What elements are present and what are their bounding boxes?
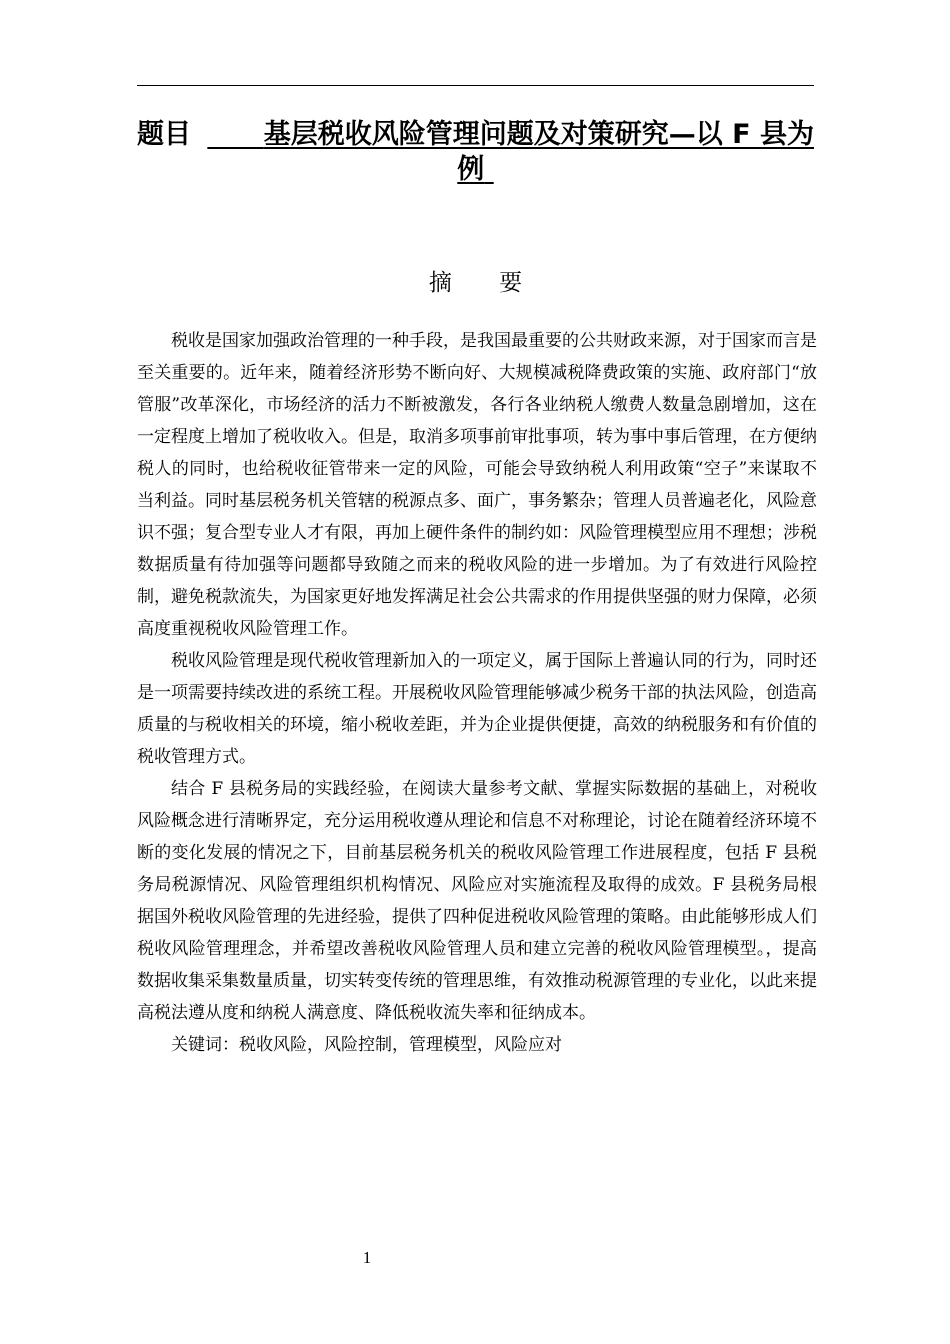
abstract-body bbox=[137, 325, 817, 1061]
top-rule bbox=[137, 85, 814, 86]
abstract-paragraph: 税收是国家加强政治管理的一种手段，是我国最重要的公共财政来源，对于国家而言是至关重要的。近年来，随着经济形势不断向好、大规模减税降费政策的实施、政府部门“放管服”改革深化，市场经济的活力不断被激发，各行各业纳税人缴费人数量急剧增加，这在一定程度上增加了税收收入。但是，取消多项事前审批事项，转为事中事后管理，在方便纳税人的同时，也给税收征管带来一定的风险，可能会导致纳税人利用政策“空子”来谋取不当利益。同时基层税务机关管辖的税源点多、面广，事务繁杂；管理人员普遍老化，风险意识不强；复合型专业人才有限，再加上硬件条件的制约如：风险管理模型应用不理想；涉税数据质量有待加强等问题都导致随之而来的税收风险的进一步增加。为了有效进行风险控制，避免税款流失，为国家更好地发挥满足社会公共需求的作用提供坚强的财力保障，必须高度重视税收风险管理工作。 bbox=[137, 331, 817, 639]
title-main-part1: 基层税收风险管理问题及对策研究—以 F 县为 bbox=[263, 119, 814, 150]
title-line-1 bbox=[137, 117, 814, 152]
abstract-paragraph: 税收风险管理是现代税收管理新加入的一项定义，属于国际上普遍认同的行为，同时还是一项需要持续改进的系统工程。开展税收风险管理能够减少税务干部的执法风险，创造高质量的与税收相关的环境，缩小税收差距，并为企业提供便捷，高效的纳税服务和有价值的税收管理方式。 bbox=[137, 651, 817, 767]
title-line-2 bbox=[137, 152, 814, 187]
keywords-text: 税收风险，风险控制，管理模型，风险应对 bbox=[239, 1035, 562, 1055]
page-number: 1 bbox=[362, 1248, 372, 1267]
keywords-label: 关键词： bbox=[171, 1035, 239, 1055]
title-main-part2: 例 bbox=[457, 154, 485, 185]
keywords-line bbox=[137, 1029, 817, 1061]
title-label: 题目 bbox=[137, 119, 191, 150]
abstract-paragraph: 结合 F 县税务局的实践经验，在阅读大量参考文献、掌握实际数据的基础上，对税收风险概念进行清晰界定，充分运用税收遵从理论和信息不对称理论，讨论在随着经济环境不断的变化发展的情况之下，目前基层税务机关的税收风险管理工作进展程度，包括 F 县税务局税源情况、风险管理组织机构情况、风险应对实施流程及取得的成效。F 县税务局根据国外税收风险管理的先进经验，提供了四种促进税收风险管理的策略。由此能够形成人们税收风险管理理念，并希望改善税收风险管理人员和建立完善的税收风险管理模型。，提高数据收集采集数量质量，切实转变传统的管理思维，有效推动税源管理的专业化，以此来提高税法遵从度和纳税人满意度、降低税收流失率和征纳成本。 bbox=[137, 779, 817, 1023]
thesis-title bbox=[137, 117, 814, 187]
abstract-heading: 摘 要 bbox=[428, 270, 543, 296]
